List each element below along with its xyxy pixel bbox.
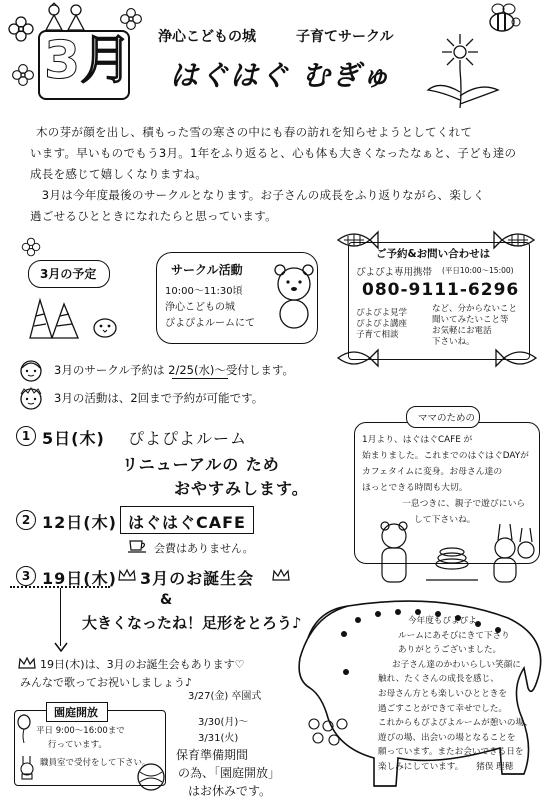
crown-icon: [118, 568, 136, 582]
arrow-line: [60, 588, 61, 646]
garden-line: 職員室で受付をして下さい。: [40, 758, 151, 768]
cafe-line: 一息つきに、親子で遊びにいら: [402, 499, 526, 509]
contact-hours: (平日10:00～15:00): [442, 266, 514, 275]
schedule-section: [20, 236, 120, 342]
message-line: 楽しみにしています。 猪俣 理穂: [378, 761, 514, 772]
intro-line: 過ごせるひとときになれたらと思っています。: [30, 209, 277, 223]
event-ampersand: &: [160, 592, 173, 608]
birthday-note-line: みんなで歌ってお祝いしましょう♪: [20, 676, 193, 689]
garden-line: 行っています。: [48, 740, 107, 750]
birthday-note-line: 19日(木)は、3月のお誕生会もあります♡: [40, 658, 245, 671]
cafe-line: 1月より、はぐはぐCAFE が: [362, 435, 473, 445]
contact-note-line: お気軽にお電話: [432, 326, 492, 336]
notice-limit: 3月の活動は、2回まで予約が可能です。: [54, 391, 264, 405]
message-line: お母さん方とも楽しいひとときを: [378, 688, 507, 699]
notice-reservation: 3月のサークル予約は 2/25(水)～受付します。: [54, 363, 295, 377]
cafe-card: [342, 398, 550, 590]
closing-date: 3/30(月)～: [198, 717, 249, 728]
fish-icon: [494, 346, 540, 370]
bunny-icon: [18, 754, 36, 780]
phone-label: ぴよぴよ専用携帯: [356, 267, 433, 278]
message-line: 願っています。またお会いできる日を: [378, 747, 524, 758]
event-1: [16, 422, 336, 500]
crown-icon: [272, 568, 290, 582]
contact-topics: [356, 308, 407, 341]
contact-note-line: 聞いてみたいこと等: [432, 315, 509, 325]
closing-note-line: の為、「園庭開放」: [178, 766, 281, 780]
activity-room: ぴよぴよルームにて: [165, 318, 255, 329]
event-line: おやすみします。: [174, 479, 309, 498]
cafe-line: カフェタイムに変身。お母さん達の: [362, 467, 503, 477]
contact-note-line: 下さいね。: [432, 337, 475, 347]
message-line: ルームにあそびにきて下さり: [398, 630, 510, 641]
org-name: 浄心こどもの城: [158, 29, 256, 45]
month-label: 3月: [44, 31, 133, 91]
newsletter-title: はぐはぐ むぎゅ: [170, 59, 392, 92]
flower-icon: [6, 14, 36, 44]
cafe-line: 始まりました。これまでのはぐはぐDAYが: [362, 451, 529, 461]
date-underline: [172, 378, 228, 379]
fish-icon: [492, 228, 538, 252]
phone-number[interactable]: 080-9111-6296: [362, 280, 520, 300]
cafe-line: して下さいね。: [414, 515, 476, 525]
contact-note-line: など、分からないこと: [432, 304, 518, 314]
intro-line: 木の芽が顔を出し、積もった雪の寒さの中にも春の訪れを知らせようとしてくれて: [36, 125, 473, 139]
bear-icon: [268, 262, 320, 332]
schedule-label: 3月の予定: [40, 267, 97, 281]
message-line: これからもぴよぴよルームが憩いの場、: [378, 718, 533, 729]
event-sub: 大きくなったね！足形をとろう♪: [82, 614, 302, 632]
event-name: 3月のお誕生会: [140, 569, 255, 588]
closing-note-line: 保育準備期間: [176, 748, 249, 762]
elephant-message: [378, 614, 548, 775]
contact-topic: ぴよぴよ見学: [356, 308, 408, 318]
chick-icon: [92, 314, 118, 338]
closing-dates: [176, 690, 306, 800]
event-date: 5日(木): [42, 429, 105, 448]
garden-title: 園庭開放: [54, 706, 98, 719]
cafe-line: ほっとできる時間も大切。: [362, 483, 468, 493]
event-number: 2: [16, 510, 36, 530]
message-line: お子さん達のかわいらしい笑顔に: [392, 659, 521, 670]
child-face-icon: [18, 358, 44, 382]
contact-title: ご予約&お問い合わせは: [376, 248, 491, 260]
event-number: 1: [16, 426, 36, 446]
garden-line: 平日 9:00～16:00まで: [36, 726, 125, 736]
crown-icon: [18, 656, 36, 670]
contact-card: [334, 228, 544, 370]
event-note: 会費はありません。: [154, 542, 254, 555]
event-name: はぐはぐCAFE: [128, 513, 246, 532]
closing-date: 3/31(火): [198, 733, 239, 744]
contact-topic: ぴよぴよ講座: [356, 319, 408, 329]
message-line: 過ごすことができて幸せでした。: [378, 703, 507, 714]
circle-name: 子育てサークル: [296, 29, 394, 45]
birthday-note: [20, 656, 245, 692]
message-line: 今年度もぴよぴよ: [408, 616, 477, 626]
intro-line: います。早いものでもう3月。1年をふり返ると、心も体も大きくなったなぁと、子ども達の: [30, 146, 517, 160]
tea-party-illustration: [372, 518, 538, 588]
cafe-lines: [362, 432, 532, 528]
closing-note-line: はお休みです。: [188, 784, 272, 798]
event-date: 19日(木): [42, 569, 117, 588]
contact-topic: 子育て相談: [356, 330, 399, 340]
flower-icon: [20, 236, 42, 258]
intro-line: 3月は今年度最後のサークルとなります。お子さんの成長をふり返りながら、楽しく: [30, 188, 485, 202]
message-line: ありがとうございました。: [398, 645, 502, 656]
flower-icon: [10, 62, 36, 88]
message-line: 遊びの場、出会いの場となることを: [378, 732, 516, 743]
ball-icon: [136, 762, 166, 792]
activity-time: 10:00～11:30頃: [165, 286, 243, 297]
activity-place: 浄心こどもの城: [165, 302, 235, 313]
intro-text: [30, 122, 540, 227]
event-date: 12日(木): [42, 513, 117, 532]
arrow-down-icon: [54, 642, 68, 652]
cafe-heading: ママのための: [418, 413, 476, 424]
fish-icon: [334, 346, 380, 370]
event-line: ぴよぴよルーム: [128, 429, 248, 448]
intro-line: 成長を感じて嬉しくなりますね。: [30, 167, 207, 181]
event-line: リニューアルの ため: [122, 455, 280, 474]
message-line: 触れ、たくさんの成長を感じ、: [378, 674, 499, 685]
coffee-cup-icon: [128, 538, 150, 554]
event-2: [16, 506, 336, 556]
dandelion-icon: [420, 30, 510, 110]
child-face-icon: [18, 386, 44, 410]
bamboo-shoot-icon: [26, 294, 86, 340]
header: [0, 0, 556, 110]
closing-date: 3/27(金) 卒園式: [188, 691, 262, 702]
balloon-icon: [16, 714, 32, 744]
contact-note: [432, 304, 517, 348]
event-number: 3: [16, 566, 36, 586]
activity-title: サークル活動: [171, 263, 243, 277]
fish-icon: [334, 228, 380, 252]
flower-icon: [118, 6, 144, 32]
